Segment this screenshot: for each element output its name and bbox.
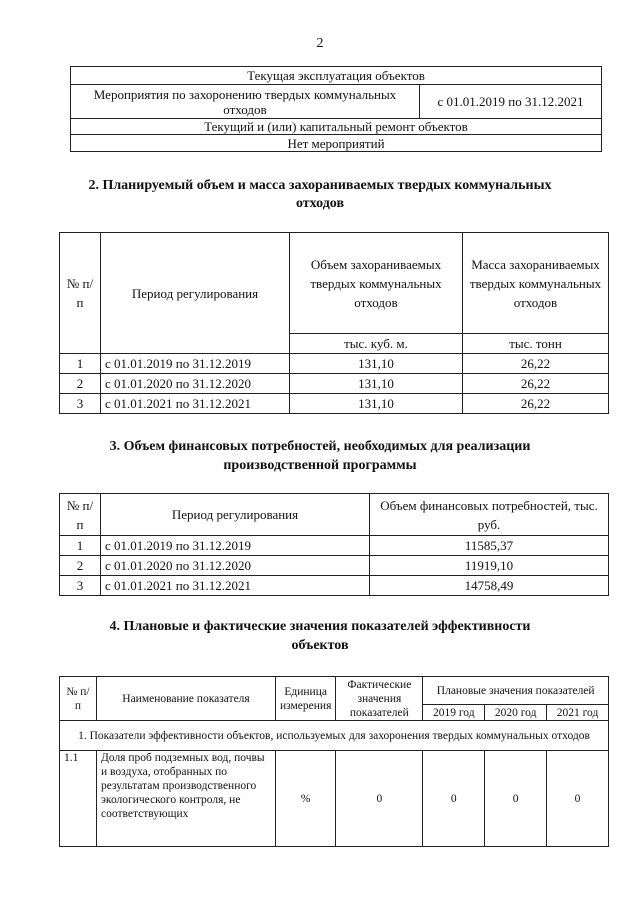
efficiency-indicators-table xyxy=(59,676,609,847)
row-num: 3 xyxy=(60,394,101,414)
volume-mass-table xyxy=(59,232,609,414)
col-header-num: № п/п xyxy=(60,233,101,354)
table-row xyxy=(60,556,609,576)
col-header-actual: Фактические значения показателей xyxy=(336,677,423,721)
row-period: с 01.01.2021 по 31.12.2021 xyxy=(101,394,290,414)
col-header-period: Период регулирования xyxy=(101,494,370,536)
section2-title-line2: отходов xyxy=(295,196,345,211)
col-header-period: Период регулирования xyxy=(101,233,290,354)
section4-title-line1: 4. Плановые и фактические значения показателей эффективности xyxy=(109,619,531,634)
row-num: 1 xyxy=(60,354,101,374)
row-mass: 26,22 xyxy=(463,374,609,394)
activities-row-disposal-period: с 01.01.2019 по 31.12.2021 xyxy=(420,85,602,119)
row-unit: % xyxy=(276,751,336,847)
col-header-planned: Плановые значения показателей xyxy=(423,677,609,705)
section3-title-line2: производственной программы xyxy=(223,458,417,473)
row-volume: 131,10 xyxy=(290,394,463,414)
col-header-2021: 2021 год xyxy=(547,705,609,721)
section3-title-line1: 3. Объем финансовых потребностей, необходимых для реализации xyxy=(109,439,531,454)
table-row xyxy=(60,354,609,374)
section2-title-line1: 2. Планируемый объем и масса захораниваемых твердых коммунальных xyxy=(88,178,552,193)
row-num: 2 xyxy=(60,374,101,394)
table-row xyxy=(60,374,609,394)
col-header-volume-unit: тыс. куб. м. xyxy=(290,334,463,354)
table-row xyxy=(60,751,609,847)
activities-table xyxy=(70,66,602,152)
row-amount: 14758,49 xyxy=(370,576,609,596)
table-row xyxy=(60,394,609,414)
col-header-num: № п/п xyxy=(60,494,101,536)
group-row-landfill: 1. Показатели эффективности объектов, используемых для захоронения твердых коммунальных отходов xyxy=(60,721,609,751)
col-header-2020: 2020 год xyxy=(485,705,547,721)
row-actual: 0 xyxy=(336,751,423,847)
col-header-mass-unit: тыс. тонн xyxy=(463,334,609,354)
row-period: с 01.01.2020 по 31.12.2020 xyxy=(101,374,290,394)
table-row xyxy=(60,536,609,556)
row-2021: 0 xyxy=(547,751,609,847)
row-name: Доля проб подземных вод, почвы и воздуха, отобранных по результатам производственного экологического контроля, не соответствующих xyxy=(97,751,276,847)
row-mass: 26,22 xyxy=(463,354,609,374)
row-amount: 11919,10 xyxy=(370,556,609,576)
activities-row-disposal: Мероприятия по захоронению твердых коммунальных отходов xyxy=(71,85,420,119)
row-period: с 01.01.2019 по 31.12.2019 xyxy=(101,354,290,374)
row-volume: 131,10 xyxy=(290,374,463,394)
activities-row-repair: Текущий и (или) капитальный ремонт объектов xyxy=(71,119,602,135)
col-header-mass: Масса захораниваемых твердых коммунальных отходов xyxy=(463,233,609,334)
col-header-volume: Объем захораниваемых твердых коммунальных отходов xyxy=(290,233,463,334)
row-volume: 131,10 xyxy=(290,354,463,374)
row-num: 1 xyxy=(60,536,101,556)
activities-row-operation: Текущая эксплуатация объектов xyxy=(71,67,602,85)
row-period: с 01.01.2020 по 31.12.2020 xyxy=(101,556,370,576)
row-num: 2 xyxy=(60,556,101,576)
row-mass: 26,22 xyxy=(463,394,609,414)
section4-title-line2: объектов xyxy=(291,638,349,653)
row-num: 1.1 xyxy=(60,751,97,847)
row-period: с 01.01.2021 по 31.12.2021 xyxy=(101,576,370,596)
row-num: 3 xyxy=(60,576,101,596)
financial-needs-table xyxy=(59,493,609,596)
col-header-unit: Единица измерения xyxy=(276,677,336,721)
col-header-2019: 2019 год xyxy=(423,705,485,721)
activities-row-none: Нет мероприятий xyxy=(71,135,602,152)
col-header-num: № п/п xyxy=(60,677,97,721)
col-header-name: Наименование показателя xyxy=(97,677,276,721)
row-period: с 01.01.2019 по 31.12.2019 xyxy=(101,536,370,556)
page-number: 2 xyxy=(316,36,324,51)
table-row xyxy=(60,576,609,596)
col-header-amount: Объем финансовых потребностей, тыс. руб. xyxy=(370,494,609,536)
row-2020: 0 xyxy=(485,751,547,847)
row-amount: 11585,37 xyxy=(370,536,609,556)
row-2019: 0 xyxy=(423,751,485,847)
